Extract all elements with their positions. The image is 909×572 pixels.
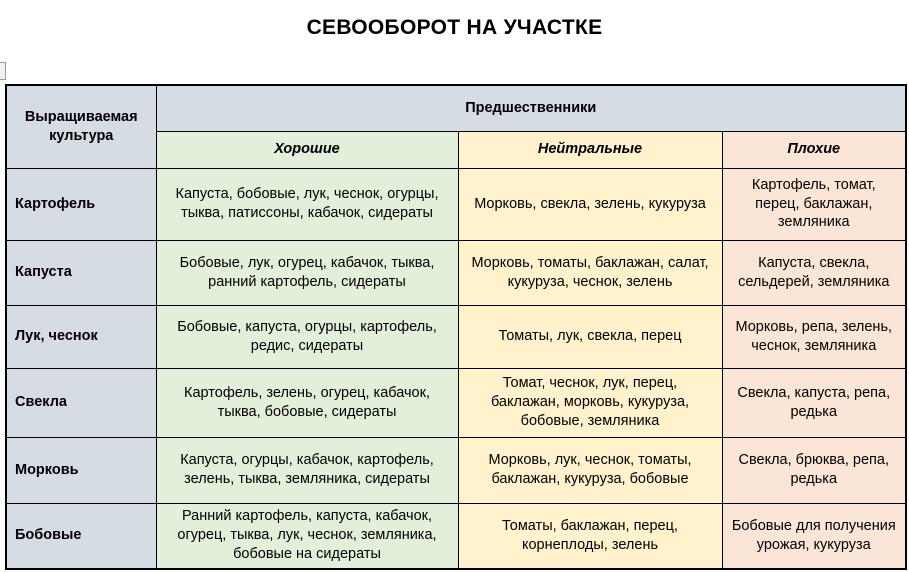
table-row (6, 240, 906, 305)
table-row (6, 168, 906, 240)
crop-rotation-table (5, 84, 907, 570)
crop-cell: Свекла (6, 368, 156, 437)
header-row-group (6, 85, 906, 131)
good-cell: Картофель, зелень, огурец, кабачок, тыква, бобовые, сидераты (156, 368, 458, 437)
good-cell: Ранний картофель, капуста, кабачок, огурец, тыква, лук, чеснок, земляника, бобовые на сидераты (156, 503, 458, 569)
neutral-cell: Морковь, свекла, зелень, кукуруза (458, 168, 722, 240)
crop-cell: Морковь (6, 437, 156, 503)
column-header-bad: Плохие (722, 131, 906, 168)
good-cell: Капуста, бобовые, лук, чеснок, огурцы, тыква, патиссоны, кабачок, сидераты (156, 168, 458, 240)
good-cell: Бобовые, лук, огурец, кабачок, тыква, ранний картофель, сидераты (156, 240, 458, 305)
bad-cell: Свекла, капуста, репа, редька (722, 368, 906, 437)
bad-cell: Свекла, брюква, репа, редька (722, 437, 906, 503)
good-cell: Бобовые, капуста, огурцы, картофель, редис, сидераты (156, 305, 458, 368)
table-row (6, 305, 906, 368)
table-row (6, 503, 906, 569)
neutral-cell: Морковь, лук, чеснок, томаты, баклажан, кукуруза, бобовые (458, 437, 722, 503)
neutral-cell: Томаты, баклажан, перец, корнеплоды, зелень (458, 503, 722, 569)
left-edge-artifact (0, 62, 6, 80)
page-title: СЕВООБОРОТ НА УЧАСТКЕ (306, 16, 603, 39)
bad-cell: Морковь, репа, зелень, чеснок, земляника (722, 305, 906, 368)
crop-cell: Картофель (6, 168, 156, 240)
table-row (6, 437, 906, 503)
corner-header-cell: Выращиваемая культура (6, 85, 156, 168)
column-header-good: Хорошие (156, 131, 458, 168)
bad-cell: Картофель, томат, перец, баклажан, земляника (722, 168, 906, 240)
neutral-cell: Морковь, томаты, баклажан, салат, кукуруза, чеснок, зелень (458, 240, 722, 305)
crop-cell: Бобовые (6, 503, 156, 569)
bad-cell: Бобовые для получения урожая, кукуруза (722, 503, 906, 569)
table-row (6, 368, 906, 437)
neutral-cell: Томаты, лук, свекла, перец (458, 305, 722, 368)
good-cell: Капуста, огурцы, кабачок, картофель, зелень, тыква, земляника, сидераты (156, 437, 458, 503)
bad-cell: Капуста, свекла, сельдерей, земляника (722, 240, 906, 305)
neutral-cell: Томат, чеснок, лук, перец, баклажан, морковь, кукуруза, бобовые, земляника (458, 368, 722, 437)
crop-cell: Капуста (6, 240, 156, 305)
crop-cell: Лук, чеснок (6, 305, 156, 368)
group-header-cell: Предшественники (156, 85, 906, 131)
column-header-neutral: Нейтральные (458, 131, 722, 168)
